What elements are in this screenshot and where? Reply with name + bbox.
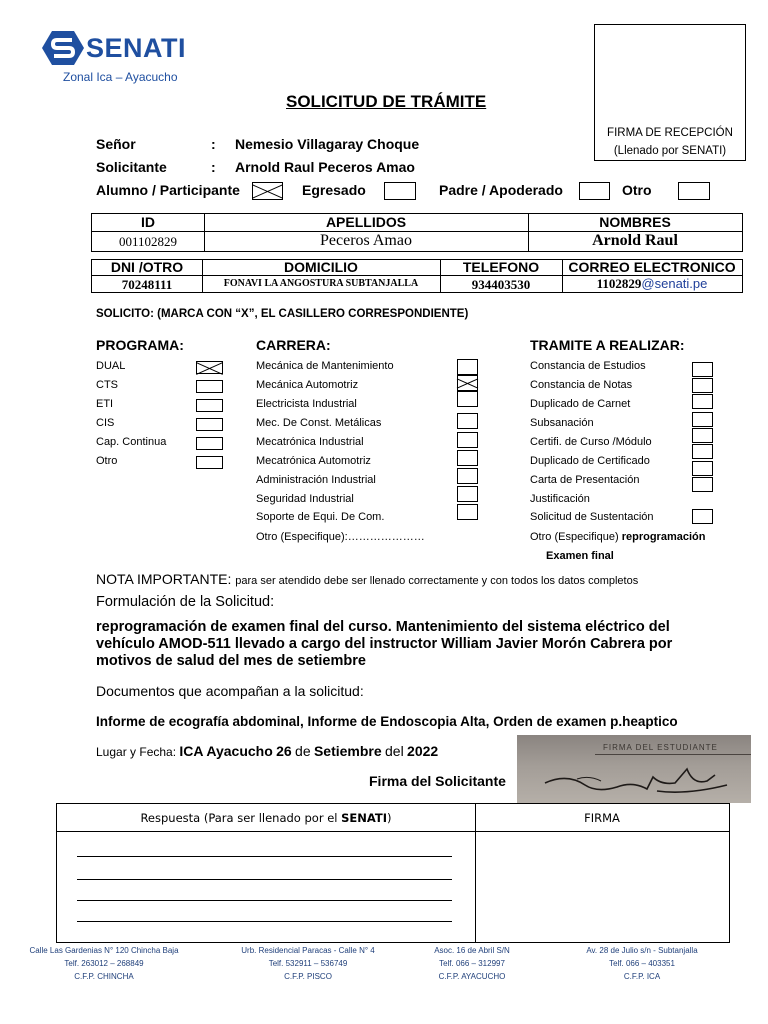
lugar-fecha (96, 743, 438, 759)
footer-pisco (222, 944, 394, 983)
tramite-otro-value: reprogramación (621, 531, 706, 543)
nota-text: para ser atendido debe ser llenado correctamente y con todos los datos completos (235, 575, 639, 587)
respuesta-writing-line[interactable] (77, 879, 452, 880)
carrera-checkbox[interactable] (457, 504, 478, 520)
programa-cap-checkbox[interactable] (196, 437, 223, 450)
tramite-item-label: Constancia de Estudios (530, 360, 646, 372)
correo-domain: @senati.pe (641, 276, 708, 291)
receipt-line1: FIRMA DE RECEPCIÓN (607, 127, 733, 139)
carrera-item-label: Seguridad Industrial (256, 493, 354, 505)
lugar-place: ICA Ayacucho (179, 743, 273, 759)
senor-value: Nemesio Villagaray Choque (235, 136, 420, 152)
carrera-otro-label: Otro (Especifique):………………… (256, 531, 425, 543)
carrera-checkbox[interactable] (457, 486, 478, 502)
carrera-item-label: Mecatrónica Industrial (256, 436, 364, 448)
carrera-item-label: Mec. De Const. Metálicas (256, 417, 382, 429)
carrera-checkbox[interactable] (457, 450, 478, 466)
programa-item-label: Cap. Continua (96, 436, 167, 448)
carrera-mecanica-automotriz-checkbox[interactable] (457, 375, 478, 391)
role-egresado-checkbox[interactable] (384, 182, 416, 200)
footer-center: C.F.P. CHINCHA (74, 972, 134, 981)
lugar-day: 26 (276, 743, 292, 759)
id-table (91, 213, 743, 252)
documentos-label: Documentos que acompañan a la solicitud: (96, 683, 364, 699)
org-name: SENATI (86, 33, 187, 63)
footer-chincha (14, 944, 194, 983)
nota-label: NOTA IMPORTANTE: (96, 571, 232, 587)
tramite-item-label: Solicitud de Sustentación (530, 511, 654, 523)
formulacion-line: motivos de salud del mes de setiembre (96, 653, 366, 669)
id-value: 001102829 (118, 234, 178, 249)
correo-user: 1102829 (596, 276, 642, 291)
receipt-line2: (Llenado por SENATI) (613, 145, 727, 157)
tramite-checkbox[interactable] (692, 412, 713, 427)
lugar-label: Lugar y Fecha (96, 745, 173, 759)
programa-item-label: DUAL (96, 360, 126, 372)
footer-phone: Telf. 066 – 312997 (439, 959, 505, 968)
carrera-checkbox[interactable] (457, 413, 478, 429)
carrera-item-label: Administración Industrial (256, 474, 376, 486)
respuesta-label-pre: Respuesta (Para ser llenado por el (140, 811, 342, 825)
lugar-year: 2022 (407, 743, 439, 759)
role-otro-checkbox[interactable] (678, 182, 710, 200)
respuesta-label-org: SENATI (341, 811, 388, 825)
footer-phone: Telf. 532911 – 536749 (268, 959, 348, 968)
receipt-signature-box (594, 24, 746, 161)
nota-importante (96, 571, 638, 587)
respuesta-writing-line[interactable] (77, 900, 452, 901)
carrera-item-label: Soporte de Equi. De Com. (256, 511, 385, 523)
carrera-checkbox[interactable] (457, 359, 478, 375)
tramite-checkbox[interactable] (692, 477, 713, 492)
tramite-otro-label: Otro (Especifique) (530, 531, 619, 543)
tramite-otro (530, 531, 705, 543)
carrera-checkbox[interactable] (457, 468, 478, 484)
telefono-header: TELEFONO (462, 259, 540, 275)
programa-otro-checkbox[interactable] (196, 456, 223, 469)
carrera-checkbox[interactable] (457, 432, 478, 448)
footer-phone: Telf. 066 – 403351 (609, 959, 675, 968)
dni-header: DNI /OTRO (110, 259, 184, 275)
footer-address: Av. 28 de Julio s/n - Subtanjalla (586, 946, 698, 955)
apellidos-header: APELLIDOS (325, 214, 407, 230)
carrera-item-label: Mecánica de Mantenimiento (256, 360, 394, 372)
programa-title: PROGRAMA: (96, 337, 184, 353)
footer-address: Asoc. 16 de Abril S/N (434, 946, 510, 955)
lugar-del: del (385, 743, 404, 759)
tramite-item-label: Duplicado de Carnet (530, 398, 631, 410)
footer-center: C.F.P. AYACUCHO (438, 972, 506, 981)
programa-cts-checkbox[interactable] (196, 380, 223, 393)
apellidos-value: Peceros Amao (320, 232, 412, 249)
programa-item-label: ETI (96, 398, 114, 410)
programa-item-label: CIS (96, 417, 115, 429)
respuesta-writing-line[interactable] (77, 921, 452, 922)
role-alumno-checkbox[interactable] (252, 182, 283, 200)
footer-ica (560, 944, 724, 983)
carrera-checkbox[interactable] (457, 391, 478, 407)
tramite-checkbox[interactable] (692, 428, 713, 443)
formulacion-line: reprogramación de examen final del curso. Mantenimiento del sistema eléctrico del (96, 619, 670, 635)
tramite-checkbox[interactable] (692, 444, 713, 459)
respuesta-writing-line[interactable] (77, 856, 452, 857)
dni-value: 70248111 (121, 277, 173, 292)
programa-item-label: CTS (96, 379, 118, 391)
signature-photo (517, 735, 751, 803)
signature-photo-caption: FIRMA DEL ESTUDIANTE (603, 743, 718, 752)
documentos-value: Informe de ecografía abdominal, Informe de Endoscopia Alta, Orden de examen p.heaptico (96, 714, 678, 729)
tramite-item-label: Subsanación (530, 417, 594, 429)
tramite-item-label: Duplicado de Certificado (530, 455, 650, 467)
id-header: ID (141, 214, 155, 230)
programa-cis-checkbox[interactable] (196, 418, 223, 431)
respuesta-firma-label: FIRMA (584, 811, 620, 825)
tramite-item-label: Carta de Presentación (530, 474, 640, 486)
tramite-checkbox[interactable] (692, 362, 713, 377)
page-title: SOLICITUD DE TRÁMITE (286, 92, 487, 111)
tramite-sustentacion-checkbox[interactable] (692, 509, 713, 524)
carrera-title: CARRERA: (256, 337, 331, 353)
footer-phone: Telf. 263012 – 268849 (64, 959, 144, 968)
tramite-checkbox[interactable] (692, 378, 713, 393)
telefono-value: 934403530 (471, 277, 531, 292)
formulacion-line: vehículo AMOD-511 llevado a cargo del instructor William Javier Morón Cabrera por (96, 636, 673, 652)
footer-ayacucho (410, 944, 534, 983)
role-padre-label: Padre / Apoderado (439, 182, 563, 198)
role-egresado-label: Egresado (302, 182, 366, 198)
solicitante-colon: : (211, 159, 216, 175)
correo-value (562, 276, 742, 292)
nombres-value: Arnold Raul (592, 232, 678, 249)
solicitante-value: Arnold Raul Peceros Amao (235, 159, 415, 175)
senor-label: Señor (96, 136, 136, 152)
zonal-label: Zonal Ica – Ayacucho (63, 70, 178, 84)
footer-center: C.F.P. ICA (623, 972, 661, 981)
footer-center: C.F.P. PISCO (284, 972, 332, 981)
senor-colon: : (211, 136, 216, 152)
footer-address: Urb. Residencial Paracas - Calle N° 4 (241, 946, 375, 955)
correo-header: CORREO ELECTRONICO (568, 259, 736, 275)
role-alumno-label: Alumno / Participante (96, 182, 240, 198)
tramite-otro-value2: Examen final (546, 550, 614, 562)
handwritten-signature-icon (537, 755, 737, 799)
contact-table (91, 259, 743, 293)
senati-logo-icon (42, 31, 84, 65)
domicilio-header: DOMICILIO (284, 259, 358, 275)
tramite-checkbox[interactable] (692, 461, 713, 476)
solicito-label: SOLICITO: (MARCA CON “X”, EL CASILLERO CORRESPONDIENTE) (96, 308, 469, 320)
respuesta-label (57, 811, 475, 825)
tramite-item-label: Certifi. de Curso /Módulo (530, 436, 652, 448)
formulacion-label: Formulación de la Solicitud: (96, 594, 275, 610)
tramite-item-label: Constancia de Notas (530, 379, 633, 391)
role-otro-label: Otro (622, 182, 652, 198)
firma-solicitante-label: Firma del Solicitante (369, 773, 506, 789)
lugar-de: de (295, 743, 311, 759)
carrera-item-label: Electricista Industrial (256, 398, 357, 410)
respuesta-label-post: ) (387, 811, 392, 825)
programa-dual-checkbox[interactable] (196, 361, 223, 374)
lugar-month: Setiembre (313, 743, 382, 759)
tramite-title: TRAMITE A REALIZAR: (530, 337, 685, 353)
carrera-item-label: Mecánica Automotriz (256, 379, 359, 391)
solicitante-label: Solicitante (96, 159, 167, 175)
tramite-item-label: Justificación (530, 493, 590, 505)
footer-address: Calle Las Gardenias N° 120 Chincha Baja (29, 946, 179, 955)
carrera-item-label: Mecatrónica Automotriz (256, 455, 371, 467)
domicilio-value: FONAVI LA ANGOSTURA SUBTANJALLA (223, 278, 419, 289)
respuesta-table (56, 803, 730, 943)
nombres-header: NOMBRES (599, 214, 671, 230)
lugar-colon: : (172, 745, 177, 759)
role-padre-checkbox[interactable] (579, 182, 610, 200)
programa-eti-checkbox[interactable] (196, 399, 223, 412)
tramite-checkbox[interactable] (692, 394, 713, 409)
programa-item-label: Otro (96, 455, 118, 467)
